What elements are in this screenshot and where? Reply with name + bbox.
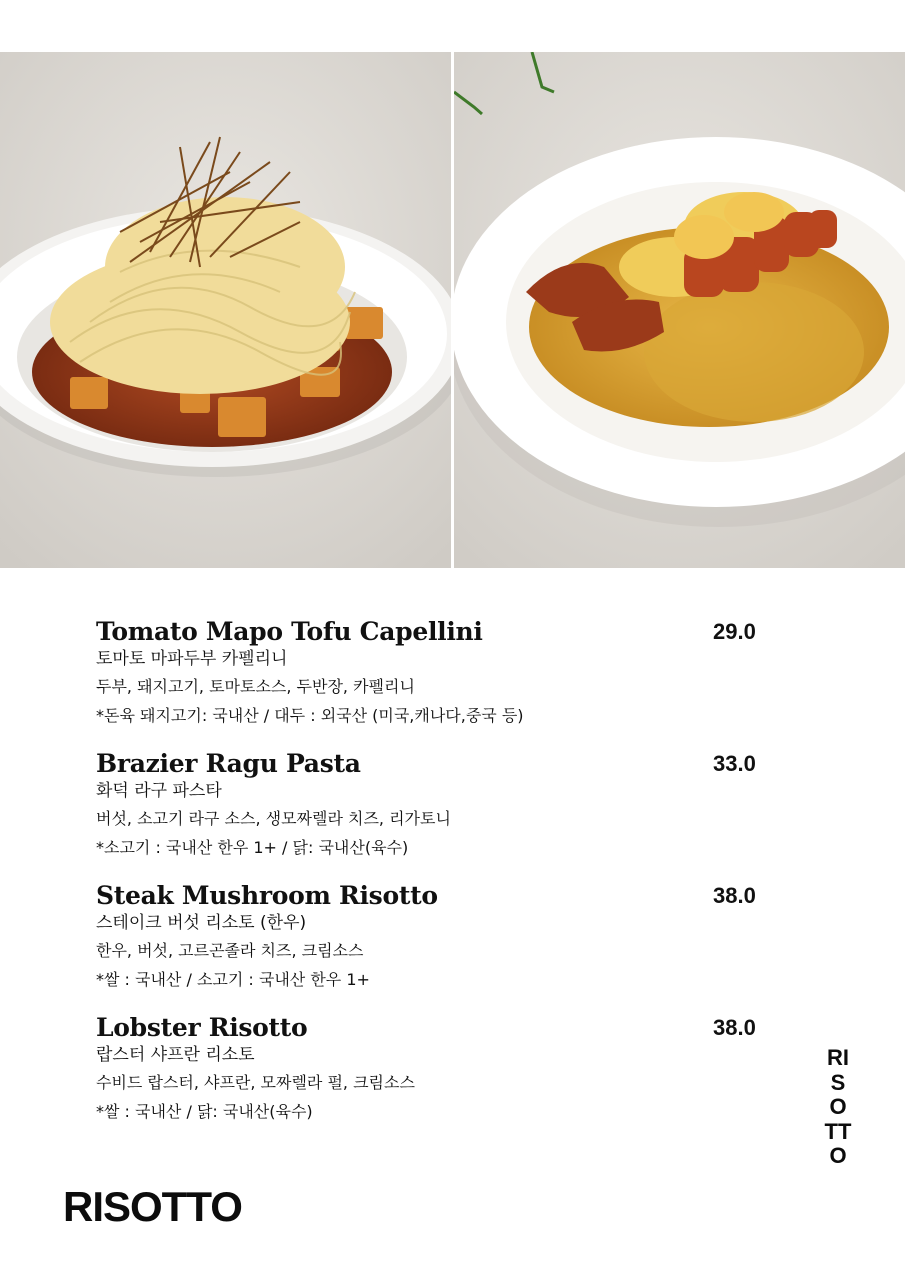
item-korean-name: 토마토 마파두부 카펠리니 [96,649,288,669]
vertical-section-title: RISOTTO [824,1045,852,1168]
item-origin: *돈육 돼지고기: 국내산 / 대두 : 외국산 (미국,캐나다,중국 등) [96,706,524,725]
item-ingredients: 한우, 버섯, 고르곤졸라 치즈, 크림소스 [96,941,364,960]
photo-row [0,52,905,568]
item-korean-name: 화덕 라구 파스타 [96,781,222,801]
item-ingredients: 수비드 랍스터, 샤프란, 모짜렐라 펄, 크림소스 [96,1073,415,1092]
item-ingredients: 버섯, 소고기 라구 소스, 생모짜렐라 치즈, 리가토니 [96,809,451,828]
item-name: Steak Mushroom Risotto [96,881,438,910]
lobster-risotto-photo [454,52,905,568]
item-price: 38.0 [713,1015,756,1040]
menu-item-brazier-ragu-pasta [96,749,776,860]
item-price: 38.0 [713,883,756,908]
item-price: 29.0 [713,619,756,644]
menu-item-steak-mushroom-risotto [96,881,776,992]
menu-item-tomato-mapo-tofu-capellini [96,617,776,728]
menu-item-lobster-risotto [96,1013,776,1124]
item-korean-name: 스테이크 버섯 리소토 (한우) [96,913,307,933]
item-origin: *쌀 : 국내산 / 닭: 국내산(육수) [96,1102,313,1121]
item-price: 33.0 [713,751,756,776]
pasta-dish-photo [0,52,451,568]
item-name: Lobster Risotto [96,1013,308,1042]
item-name: Brazier Ragu Pasta [96,749,361,778]
item-origin: *소고기 : 국내산 한우 1+ / 닭: 국내산(육수) [96,838,409,857]
item-ingredients: 두부, 돼지고기, 토마토소스, 두반장, 카펠리니 [96,677,415,696]
section-title: RISOTTO [63,1183,242,1230]
item-name: Tomato Mapo Tofu Capellini [96,617,483,646]
item-korean-name: 랍스터 샤프란 리소토 [96,1045,255,1065]
item-origin: *쌀 : 국내산 / 소고기 : 국내산 한우 1+ [96,970,370,989]
